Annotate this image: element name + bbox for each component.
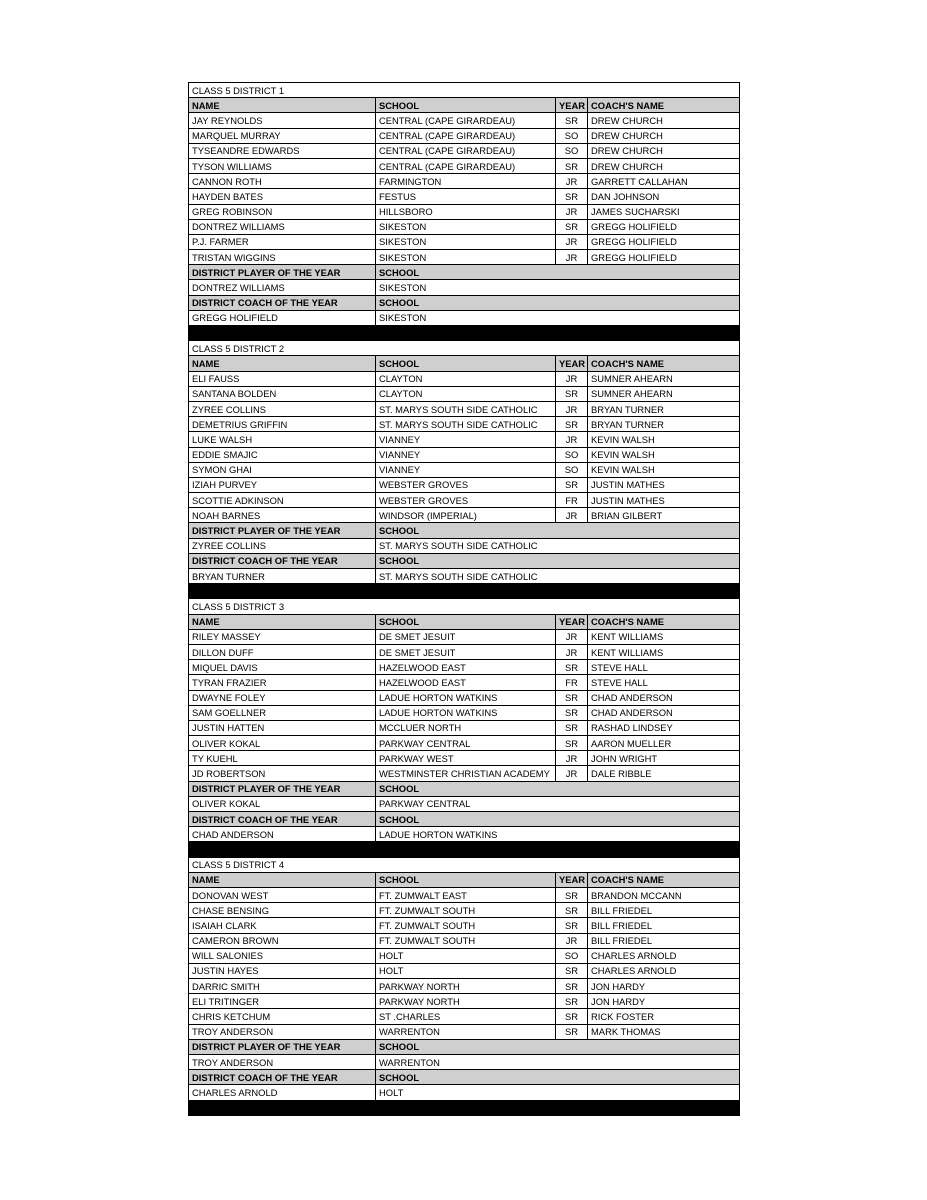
player-row bbox=[189, 720, 740, 735]
player-coach: RICK FOSTER bbox=[588, 1009, 740, 1024]
player-school: PARKWAY NORTH bbox=[376, 979, 556, 994]
player-year: SR bbox=[556, 660, 588, 675]
player-year: SR bbox=[556, 720, 588, 735]
player-year: SR bbox=[556, 477, 588, 492]
player-year: FR bbox=[556, 493, 588, 508]
player-of-year-header-row bbox=[189, 265, 740, 280]
player-of-year-name: OLIVER KOKAL bbox=[189, 796, 376, 811]
player-of-year-row bbox=[189, 1055, 740, 1070]
player-year: SR bbox=[556, 219, 588, 234]
player-row bbox=[189, 417, 740, 432]
player-year: SR bbox=[556, 903, 588, 918]
player-coach: BILL FRIEDEL bbox=[588, 918, 740, 933]
player-name: P.J. FARMER bbox=[189, 234, 376, 249]
player-year: SR bbox=[556, 1009, 588, 1024]
player-row bbox=[189, 113, 740, 128]
player-school: DE SMET JESUIT bbox=[376, 644, 556, 659]
player-row bbox=[189, 250, 740, 265]
player-year: JR bbox=[556, 234, 588, 249]
player-year: SR bbox=[556, 113, 588, 128]
player-year: JR bbox=[556, 371, 588, 386]
player-school: SIKESTON bbox=[376, 250, 556, 265]
player-name: TYRAN FRAZIER bbox=[189, 675, 376, 690]
player-coach: JON HARDY bbox=[588, 994, 740, 1009]
player-row bbox=[189, 401, 740, 416]
player-row bbox=[189, 948, 740, 963]
player-row bbox=[189, 690, 740, 705]
player-row bbox=[189, 675, 740, 690]
player-row bbox=[189, 705, 740, 720]
player-row bbox=[189, 994, 740, 1009]
player-school: MCCLUER NORTH bbox=[376, 720, 556, 735]
player-school: WINDSOR (IMPERIAL) bbox=[376, 508, 556, 523]
player-of-year-school: SIKESTON bbox=[376, 280, 740, 295]
coach-of-year-header-row bbox=[189, 1070, 740, 1085]
district-title: CLASS 5 DISTRICT 2 bbox=[189, 341, 740, 356]
player-coach: RASHAD LINDSEY bbox=[588, 720, 740, 735]
all-district-table bbox=[188, 82, 740, 1116]
player-school: FT. ZUMWALT SOUTH bbox=[376, 918, 556, 933]
player-year: SR bbox=[556, 158, 588, 173]
player-of-year-school-label: SCHOOL bbox=[376, 781, 740, 796]
player-coach: CHAD ANDERSON bbox=[588, 705, 740, 720]
player-year: SR bbox=[556, 994, 588, 1009]
player-school: VIANNEY bbox=[376, 447, 556, 462]
player-row bbox=[189, 979, 740, 994]
player-row bbox=[189, 371, 740, 386]
player-name: ZYREE COLLINS bbox=[189, 401, 376, 416]
coach-of-year-school-label: SCHOOL bbox=[376, 812, 740, 827]
column-header-row bbox=[189, 356, 740, 371]
section-divider bbox=[189, 842, 740, 857]
player-row bbox=[189, 1009, 740, 1024]
player-coach: BILL FRIEDEL bbox=[588, 903, 740, 918]
player-row bbox=[189, 174, 740, 189]
player-year: SR bbox=[556, 979, 588, 994]
coach-of-year-name: GREGG HOLIFIELD bbox=[189, 310, 376, 325]
player-name: GREG ROBINSON bbox=[189, 204, 376, 219]
player-coach: BRYAN TURNER bbox=[588, 401, 740, 416]
coach-of-year-school-label: SCHOOL bbox=[376, 295, 740, 310]
player-year: SR bbox=[556, 1024, 588, 1039]
district-title-row bbox=[189, 341, 740, 356]
player-name: LUKE WALSH bbox=[189, 432, 376, 447]
player-name: JUSTIN HATTEN bbox=[189, 720, 376, 735]
coach-of-year-school: HOLT bbox=[376, 1085, 740, 1100]
player-year: SR bbox=[556, 887, 588, 902]
player-year: JR bbox=[556, 250, 588, 265]
player-of-year-row bbox=[189, 538, 740, 553]
player-name: TYSON WILLIAMS bbox=[189, 158, 376, 173]
column-header-row bbox=[189, 872, 740, 887]
player-school: FT. ZUMWALT EAST bbox=[376, 887, 556, 902]
player-school: CENTRAL (CAPE GIRARDEAU) bbox=[376, 113, 556, 128]
player-name: DARRIC SMITH bbox=[189, 979, 376, 994]
player-school: CENTRAL (CAPE GIRARDEAU) bbox=[376, 143, 556, 158]
divider-bar bbox=[189, 1100, 740, 1115]
player-school: PARKWAY WEST bbox=[376, 751, 556, 766]
player-of-year-header-row bbox=[189, 781, 740, 796]
player-coach: BRIAN GILBERT bbox=[588, 508, 740, 523]
player-name: RILEY MASSEY bbox=[189, 629, 376, 644]
header-coach: COACH'S NAME bbox=[588, 98, 740, 113]
player-of-year-school-label: SCHOOL bbox=[376, 1039, 740, 1054]
player-year: FR bbox=[556, 675, 588, 690]
player-row bbox=[189, 204, 740, 219]
player-row bbox=[189, 629, 740, 644]
district-title: CLASS 5 DISTRICT 3 bbox=[189, 599, 740, 614]
player-row bbox=[189, 736, 740, 751]
header-school: SCHOOL bbox=[376, 356, 556, 371]
coach-of-year-row bbox=[189, 827, 740, 842]
player-year: SO bbox=[556, 462, 588, 477]
player-row bbox=[189, 477, 740, 492]
player-row bbox=[189, 903, 740, 918]
coach-of-year-label: DISTRICT COACH OF THE YEAR bbox=[189, 295, 376, 310]
player-name: CANNON ROTH bbox=[189, 174, 376, 189]
player-name: CAMERON BROWN bbox=[189, 933, 376, 948]
player-row bbox=[189, 933, 740, 948]
player-school: HAZELWOOD EAST bbox=[376, 675, 556, 690]
coach-of-year-school: ST. MARYS SOUTH SIDE CATHOLIC bbox=[376, 569, 740, 584]
player-of-year-name: ZYREE COLLINS bbox=[189, 538, 376, 553]
player-coach: DREW CHURCH bbox=[588, 143, 740, 158]
player-coach: BRANDON MCCANN bbox=[588, 887, 740, 902]
player-coach: DAN JOHNSON bbox=[588, 189, 740, 204]
player-year: JR bbox=[556, 933, 588, 948]
header-year: YEAR bbox=[556, 98, 588, 113]
player-coach: CHARLES ARNOLD bbox=[588, 948, 740, 963]
player-coach: JOHN WRIGHT bbox=[588, 751, 740, 766]
player-coach: DREW CHURCH bbox=[588, 158, 740, 173]
player-coach: KEVIN WALSH bbox=[588, 447, 740, 462]
player-coach: GARRETT CALLAHAN bbox=[588, 174, 740, 189]
player-row bbox=[189, 189, 740, 204]
coach-of-year-header-row bbox=[189, 295, 740, 310]
player-year: SO bbox=[556, 128, 588, 143]
player-name: SANTANA BOLDEN bbox=[189, 386, 376, 401]
player-row bbox=[189, 963, 740, 978]
player-row bbox=[189, 1024, 740, 1039]
coach-of-year-school-label: SCHOOL bbox=[376, 553, 740, 568]
district-title-row bbox=[189, 83, 740, 98]
player-school: WESTMINSTER CHRISTIAN ACADEMY bbox=[376, 766, 556, 781]
player-coach: SUMNER AHEARN bbox=[588, 371, 740, 386]
player-school: FT. ZUMWALT SOUTH bbox=[376, 903, 556, 918]
player-coach: GREGG HOLIFIELD bbox=[588, 234, 740, 249]
section-divider bbox=[189, 326, 740, 341]
player-name: WILL SALONIES bbox=[189, 948, 376, 963]
player-name: IZIAH PURVEY bbox=[189, 477, 376, 492]
player-of-year-school: ST. MARYS SOUTH SIDE CATHOLIC bbox=[376, 538, 740, 553]
player-name: TYSEANDRE EDWARDS bbox=[189, 143, 376, 158]
player-school: LADUE HORTON WATKINS bbox=[376, 705, 556, 720]
player-year: SR bbox=[556, 705, 588, 720]
header-school: SCHOOL bbox=[376, 98, 556, 113]
player-coach: MARK THOMAS bbox=[588, 1024, 740, 1039]
coach-of-year-name: CHAD ANDERSON bbox=[189, 827, 376, 842]
player-row bbox=[189, 128, 740, 143]
player-coach: STEVE HALL bbox=[588, 675, 740, 690]
coach-of-year-row bbox=[189, 569, 740, 584]
player-year: JR bbox=[556, 508, 588, 523]
player-coach: DREW CHURCH bbox=[588, 113, 740, 128]
player-year: SR bbox=[556, 690, 588, 705]
player-year: SR bbox=[556, 963, 588, 978]
player-name: CHASE BENSING bbox=[189, 903, 376, 918]
player-row bbox=[189, 644, 740, 659]
header-year: YEAR bbox=[556, 356, 588, 371]
player-coach: KEVIN WALSH bbox=[588, 432, 740, 447]
player-year: SO bbox=[556, 948, 588, 963]
divider-bar bbox=[189, 584, 740, 599]
section-divider bbox=[189, 584, 740, 599]
coach-of-year-name: BRYAN TURNER bbox=[189, 569, 376, 584]
player-coach: CHARLES ARNOLD bbox=[588, 963, 740, 978]
column-header-row bbox=[189, 98, 740, 113]
player-of-year-label: DISTRICT PLAYER OF THE YEAR bbox=[189, 1039, 376, 1054]
player-row bbox=[189, 660, 740, 675]
player-coach: JUSTIN MATHES bbox=[588, 477, 740, 492]
district-title-row bbox=[189, 857, 740, 872]
coach-of-year-school-label: SCHOOL bbox=[376, 1070, 740, 1085]
coach-of-year-header-row bbox=[189, 553, 740, 568]
player-name: MARQUEL MURRAY bbox=[189, 128, 376, 143]
player-coach: JAMES SUCHARSKI bbox=[588, 204, 740, 219]
player-coach: KEVIN WALSH bbox=[588, 462, 740, 477]
player-row bbox=[189, 386, 740, 401]
coach-of-year-header-row bbox=[189, 812, 740, 827]
header-coach: COACH'S NAME bbox=[588, 872, 740, 887]
divider-bar bbox=[189, 842, 740, 857]
player-of-year-label: DISTRICT PLAYER OF THE YEAR bbox=[189, 523, 376, 538]
player-row bbox=[189, 887, 740, 902]
player-year: JR bbox=[556, 644, 588, 659]
player-row bbox=[189, 234, 740, 249]
player-name: SYMON GHAI bbox=[189, 462, 376, 477]
player-name: TROY ANDERSON bbox=[189, 1024, 376, 1039]
player-school: FESTUS bbox=[376, 189, 556, 204]
player-of-year-label: DISTRICT PLAYER OF THE YEAR bbox=[189, 781, 376, 796]
player-name: EDDIE SMAJIC bbox=[189, 447, 376, 462]
player-name: DILLON DUFF bbox=[189, 644, 376, 659]
player-school: PARKWAY CENTRAL bbox=[376, 736, 556, 751]
player-year: SR bbox=[556, 417, 588, 432]
player-row bbox=[189, 918, 740, 933]
district-title-row bbox=[189, 599, 740, 614]
player-name: CHRIS KETCHUM bbox=[189, 1009, 376, 1024]
player-of-year-name: DONTREZ WILLIAMS bbox=[189, 280, 376, 295]
player-school: DE SMET JESUIT bbox=[376, 629, 556, 644]
player-school: ST. MARYS SOUTH SIDE CATHOLIC bbox=[376, 417, 556, 432]
player-school: WEBSTER GROVES bbox=[376, 477, 556, 492]
player-row bbox=[189, 143, 740, 158]
player-school: FARMINGTON bbox=[376, 174, 556, 189]
player-name: ELI TRITINGER bbox=[189, 994, 376, 1009]
player-school: HILLSBORO bbox=[376, 204, 556, 219]
player-row bbox=[189, 447, 740, 462]
header-name: NAME bbox=[189, 356, 376, 371]
player-coach: JON HARDY bbox=[588, 979, 740, 994]
player-of-year-school-label: SCHOOL bbox=[376, 265, 740, 280]
coach-of-year-school: LADUE HORTON WATKINS bbox=[376, 827, 740, 842]
table-body bbox=[189, 83, 740, 1116]
player-name: DWAYNE FOLEY bbox=[189, 690, 376, 705]
player-year: SO bbox=[556, 447, 588, 462]
player-coach: DREW CHURCH bbox=[588, 128, 740, 143]
player-coach: DALE RIBBLE bbox=[588, 766, 740, 781]
player-name: SCOTTIE ADKINSON bbox=[189, 493, 376, 508]
player-year: SR bbox=[556, 386, 588, 401]
player-row bbox=[189, 493, 740, 508]
player-year: SR bbox=[556, 736, 588, 751]
player-year: JR bbox=[556, 629, 588, 644]
player-school: HOLT bbox=[376, 948, 556, 963]
player-name: TRISTAN WIGGINS bbox=[189, 250, 376, 265]
player-of-year-row bbox=[189, 280, 740, 295]
player-school: CENTRAL (CAPE GIRARDEAU) bbox=[376, 128, 556, 143]
player-row bbox=[189, 508, 740, 523]
player-name: DONTREZ WILLIAMS bbox=[189, 219, 376, 234]
player-school: CENTRAL (CAPE GIRARDEAU) bbox=[376, 158, 556, 173]
player-row bbox=[189, 751, 740, 766]
player-year: JR bbox=[556, 432, 588, 447]
player-of-year-school-label: SCHOOL bbox=[376, 523, 740, 538]
player-name: DONOVAN WEST bbox=[189, 887, 376, 902]
player-year: JR bbox=[556, 766, 588, 781]
player-name: OLIVER KOKAL bbox=[189, 736, 376, 751]
player-name: MIQUEL DAVIS bbox=[189, 660, 376, 675]
player-school: ST. MARYS SOUTH SIDE CATHOLIC bbox=[376, 401, 556, 416]
player-coach: AARON MUELLER bbox=[588, 736, 740, 751]
player-of-year-name: TROY ANDERSON bbox=[189, 1055, 376, 1070]
player-school: PARKWAY NORTH bbox=[376, 994, 556, 1009]
player-name: NOAH BARNES bbox=[189, 508, 376, 523]
player-name: DEMETRIUS GRIFFIN bbox=[189, 417, 376, 432]
player-coach: STEVE HALL bbox=[588, 660, 740, 675]
section-divider bbox=[189, 1100, 740, 1115]
player-school: ST .CHARLES bbox=[376, 1009, 556, 1024]
player-name: JD ROBERTSON bbox=[189, 766, 376, 781]
player-school: LADUE HORTON WATKINS bbox=[376, 690, 556, 705]
player-coach: JUSTIN MATHES bbox=[588, 493, 740, 508]
header-school: SCHOOL bbox=[376, 872, 556, 887]
player-coach: GREGG HOLIFIELD bbox=[588, 219, 740, 234]
player-coach: KENT WILLIAMS bbox=[588, 629, 740, 644]
player-of-year-header-row bbox=[189, 523, 740, 538]
player-row bbox=[189, 219, 740, 234]
coach-of-year-row bbox=[189, 310, 740, 325]
coach-of-year-label: DISTRICT COACH OF THE YEAR bbox=[189, 553, 376, 568]
coach-of-year-label: DISTRICT COACH OF THE YEAR bbox=[189, 812, 376, 827]
player-school: FT. ZUMWALT SOUTH bbox=[376, 933, 556, 948]
player-of-year-label: DISTRICT PLAYER OF THE YEAR bbox=[189, 265, 376, 280]
header-name: NAME bbox=[189, 98, 376, 113]
player-year: JR bbox=[556, 751, 588, 766]
player-name: JAY REYNOLDS bbox=[189, 113, 376, 128]
district-title: CLASS 5 DISTRICT 4 bbox=[189, 857, 740, 872]
player-year: SR bbox=[556, 918, 588, 933]
header-school: SCHOOL bbox=[376, 614, 556, 629]
coach-of-year-row bbox=[189, 1085, 740, 1100]
player-name: HAYDEN BATES bbox=[189, 189, 376, 204]
header-year: YEAR bbox=[556, 614, 588, 629]
player-year: JR bbox=[556, 401, 588, 416]
coach-of-year-name: CHARLES ARNOLD bbox=[189, 1085, 376, 1100]
player-coach: CHAD ANDERSON bbox=[588, 690, 740, 705]
player-coach: SUMNER AHEARN bbox=[588, 386, 740, 401]
coach-of-year-school: SIKESTON bbox=[376, 310, 740, 325]
player-school: VIANNEY bbox=[376, 462, 556, 477]
player-name: SAM GOELLNER bbox=[189, 705, 376, 720]
player-coach: KENT WILLIAMS bbox=[588, 644, 740, 659]
player-school: CLAYTON bbox=[376, 371, 556, 386]
header-year: YEAR bbox=[556, 872, 588, 887]
district-title: CLASS 5 DISTRICT 1 bbox=[189, 83, 740, 98]
header-name: NAME bbox=[189, 872, 376, 887]
player-school: WEBSTER GROVES bbox=[376, 493, 556, 508]
player-school: CLAYTON bbox=[376, 386, 556, 401]
player-school: VIANNEY bbox=[376, 432, 556, 447]
divider-bar bbox=[189, 326, 740, 341]
player-of-year-school: PARKWAY CENTRAL bbox=[376, 796, 740, 811]
player-name: ISAIAH CLARK bbox=[189, 918, 376, 933]
player-school: SIKESTON bbox=[376, 219, 556, 234]
player-of-year-row bbox=[189, 796, 740, 811]
player-row bbox=[189, 462, 740, 477]
header-coach: COACH'S NAME bbox=[588, 614, 740, 629]
player-coach: BILL FRIEDEL bbox=[588, 933, 740, 948]
player-of-year-header-row bbox=[189, 1039, 740, 1054]
player-year: SO bbox=[556, 143, 588, 158]
player-name: ELI FAUSS bbox=[189, 371, 376, 386]
player-school: HAZELWOOD EAST bbox=[376, 660, 556, 675]
player-row bbox=[189, 158, 740, 173]
player-coach: BRYAN TURNER bbox=[588, 417, 740, 432]
player-school: WARRENTON bbox=[376, 1024, 556, 1039]
player-of-year-school: WARRENTON bbox=[376, 1055, 740, 1070]
player-row bbox=[189, 432, 740, 447]
player-year: SR bbox=[556, 189, 588, 204]
player-row bbox=[189, 766, 740, 781]
header-coach: COACH'S NAME bbox=[588, 356, 740, 371]
player-name: TY KUEHL bbox=[189, 751, 376, 766]
column-header-row bbox=[189, 614, 740, 629]
player-year: JR bbox=[556, 204, 588, 219]
player-school: HOLT bbox=[376, 963, 556, 978]
player-year: JR bbox=[556, 174, 588, 189]
player-school: SIKESTON bbox=[376, 234, 556, 249]
player-name: JUSTIN HAYES bbox=[189, 963, 376, 978]
header-name: NAME bbox=[189, 614, 376, 629]
player-coach: GREGG HOLIFIELD bbox=[588, 250, 740, 265]
coach-of-year-label: DISTRICT COACH OF THE YEAR bbox=[189, 1070, 376, 1085]
